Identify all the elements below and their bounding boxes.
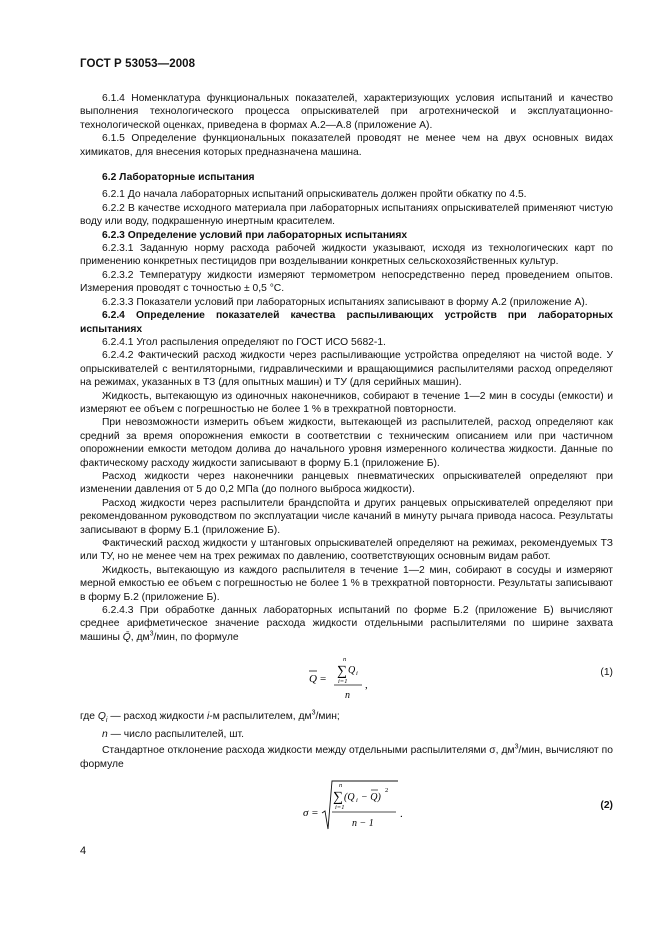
paragraph: 6.1.4 Номенклатура функциональных показателей, характеризующих условия испытаний и качество выполнения технологического процесса опрыскивателей при агротехнической и эксплуатационно-технологической оценках, приведена в формах А.2—А.8 (приложение А). [80, 93, 613, 131]
formula-2-denominator: n − 1 [352, 817, 374, 829]
paragraph: 6.2.3.3 Показатели условий при лабораторных испытаниях записывают в форму А.2 (приложение А). [102, 296, 588, 308]
formula-1-sum-top: n [343, 656, 347, 664]
paragraph: Жидкость, вытекающую из каждого распылителя в течение 1—2 мин, собирают в сосуды и измеряют мерной емкостью ее объем с погрешностью не более 1 % в трехкратной повторности. Результаты записывают в форму Б.2 (приложение Б). [80, 564, 613, 603]
formula-2-graphic [80, 775, 613, 839]
paragraph: 6.2.3.1 Заданную норму расхода рабочей жидкости указывают, исходя из технологических карт по применению конкретных пестицидов при возделывании конкретных сельскохозяйственных культур. [80, 243, 613, 268]
paragraph: 6.2.4.2 Фактический расход жидкости через распыливающие устройства определяют на чистой воде. У опрыскивателей с вентиляторными, гидравлическими и вращающимися распылителями расход определяют на режимах, указанных в ТЗ (для опытных машин) и ТУ (для серийных машин). [80, 350, 613, 389]
paragraph: Расход жидкости через распылители брандспойта и других ранцевых опрыскивателей определяют при рекомендованном руководством по эксплуатации числе качаний в минуту рычага привода насоса. Результаты записывают в форму Б.1 (приложение Б). [80, 497, 613, 536]
paragraph: При невозможности измерить объем жидкости, вытекающей из распылителей, расход определяют как средний за время опорожнения емкости в соответствии с техническим описанием или при частичном опорожнении емкости методом долива до начального уровня измеренного количества жидкости. Данные по фактическому расходу жидкости записывают в форму Б.1 (приложение Б). [80, 417, 613, 469]
section-heading-6-2-3: 6.2.3 Определение условий при лабораторных испытаниях [102, 229, 408, 241]
formula-1-sum-bottom: i=1 [338, 678, 348, 686]
paragraph: Жидкость, вытекающую из одиночных наконечников, собирают в течение 1—2 мин в сосуды (емкости) и измеряют ее объем с погрешностью не более 1 % в трехкратной повторности. [80, 390, 613, 415]
svg-text:∑: ∑ [337, 664, 347, 680]
formula-1-denominator: n [345, 690, 350, 702]
paragraph: 6.1.5 Определение функциональных показателей проводят не менее чем на двух основных видах химикатов, для внесения которых предназначена машина. [80, 133, 613, 158]
formula-2-number: (2) [600, 799, 613, 811]
formula-1-lhs: Q [309, 673, 317, 686]
paragraph: 6.2.4.3 При обработке данных лабораторных испытаний по форме Б.2 (приложение Б) вычисляют среднее арифметическое значение расхода жидкости отдельными распылителями по ширине захвата машины Q̄, $дм^3$/мин, по формуле [80, 605, 613, 643]
formula-1-term: Q [348, 665, 356, 677]
document-body [80, 92, 613, 841]
section-heading-6-2: 6.2 Лабораторные испытания [102, 172, 255, 184]
paragraph: 6.2.2 В качестве исходного материала при лабораторных испытаниях опрыскивателей применяют чистую воду или воду, подкрашенную инертным красителем. [80, 202, 613, 228]
paragraph: 6.2.3.2 Температуру жидкости измеряют термометром непосредственно перед проведением опытов. Измерения проводят с точностью ± 0,5 °С. [80, 269, 613, 295]
formula-2-lhs: σ = [303, 806, 319, 819]
formula-mean-flow [80, 648, 613, 708]
svg-text:∑: ∑ [333, 789, 343, 805]
document-header: ГОСТ Р 53053—2008 [80, 58, 196, 70]
section-heading-6-2-4: 6.2.4 Определение показателей качества распыливающих устройств при лабораторных испытаниях [80, 310, 613, 335]
formula-1-graphic [80, 648, 613, 708]
svg-text:=: = [320, 673, 327, 686]
paragraph: 6.2.1 До начала лабораторных испытаний опрыскиватель должен пройти обкатку по 4.5. [102, 189, 527, 201]
formula-2-minus: − Q) [361, 791, 381, 803]
page-number: 4 [80, 845, 87, 857]
formula-2-sub: i [356, 796, 358, 804]
paragraph: Фактический расход жидкости у штанговых опрыскивателей определяют на режимах, рекомендуемых ТЗ или ТУ, но не менее чем на трех режимах по давлению, соответствующих основным видам работ. [80, 538, 613, 563]
formula-2-sum-bottom: i=1 [335, 803, 345, 811]
formula-1-sub: i [356, 670, 358, 678]
where-n: n — число распылителей, шт. [102, 728, 244, 740]
formula-2-exp: 2 [385, 786, 389, 794]
formula-1-number: (1) [600, 667, 613, 679]
paragraph: 6.2.4.1 Угол распыления определяют по ГОСТ ИСО 5682-1. [102, 336, 386, 348]
formula-2-term: (Q [344, 791, 355, 803]
paragraph: Стандартное отклонение расхода жидкости между отдельными распылителями σ, $дм^3$/мин, вычисляют по формуле [80, 743, 613, 770]
svg-text:.: . [400, 807, 403, 820]
paragraph: Расход жидкости через наконечники ранцевых пневматических опрыскивателей определяют при изменении давления от 5 до 0,2 МПа (до полного выброса жидкости). [80, 470, 613, 496]
where-q: где $Q_i$ — расход жидкости i-м распылителем, $дм^3$/мин; [80, 709, 340, 725]
svg-text:,: , [365, 679, 368, 692]
formula-2-sum-top: n [339, 781, 343, 789]
formula-std-dev [80, 775, 613, 839]
